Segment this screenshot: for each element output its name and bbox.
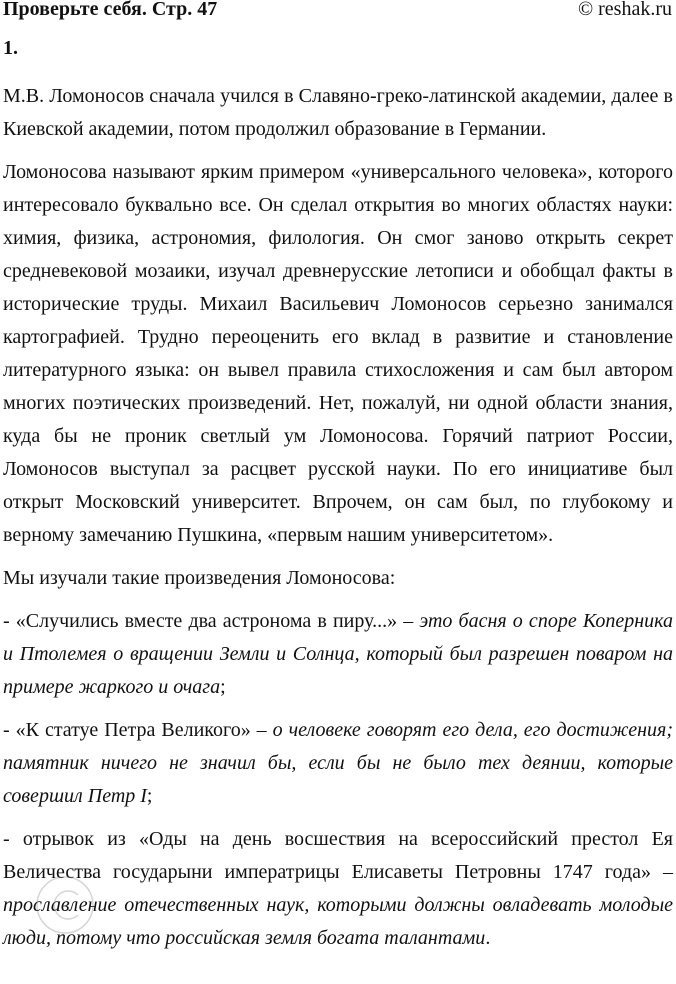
text: ;	[220, 676, 226, 698]
text: - отрывок из «Оды на день восшествия на всероссийский престол Ея Величества государыни императрицы Елисаветы Петровны 1747 года» –	[3, 828, 673, 883]
italic-text: прославление отечественных наук, которыми должны овладевать молодые люди, потому что российская земля богата талантами	[3, 894, 673, 949]
paragraph	[3, 605, 673, 704]
paragraph	[3, 156, 673, 552]
paragraph	[3, 823, 673, 955]
page-header	[3, 0, 672, 26]
text: - «К статуе Петра Великого» –	[3, 719, 273, 741]
text: Мы изучали такие произведения Ломоносова:	[3, 567, 396, 589]
text: - «Случились вместе два астронома в пиру...» –	[3, 610, 420, 632]
text: .	[485, 927, 491, 949]
italic-text: о человеке говорят его дела, его достижения; памятник ничего не значил бы, если бы не было тех деянии, которые совершил Петр I	[3, 719, 673, 807]
paragraph	[3, 80, 673, 146]
answer-text	[3, 80, 673, 965]
page-title: Проверьте себя. Стр. 47	[3, 0, 218, 20]
site-brand: © reshak.ru	[577, 0, 672, 20]
text: ;	[146, 785, 153, 807]
text: Ломоносова называют ярким примером «универсального человека», которого интересовало буквально все. Он сделал открытия во многих областях науки: химия, физика, астрономия, филология. Он смог заново открыть секрет средневековой мозаики, изучал древнерусские летописи и обобщал факты в исторические труды. Михаил Васильевич Ломоносов серьезно занимался картографией. Трудно переоценить его вклад в развитие и становление литературного языка: он вывел правила стихосложения и сам был автором многих поэтических произведений. Нет, пожалуй, ни одной области знания, куда бы не проник светлый ум Ломоносова. Горячий патриот России, Ломоносов выступал за расцвет русской науки. По его инициативе был открыт Московский университет. Впрочем, он сам был, по глубокому и верному замечанию Пушкина, «первым нашим университетом».	[3, 161, 673, 546]
italic-text: это басня о споре Коперника и Птолемея о вращении Земли и Солнца, который был разрешен поваром на примере жаркого и очага	[3, 610, 673, 698]
paragraph	[3, 562, 673, 595]
task-number: 1.	[3, 37, 18, 59]
text: М.В. Ломоносов сначала учился в Славяно-греко-латинской академии, далее в Киевской академии, потом продолжил образование в Германии.	[3, 85, 673, 140]
paragraph	[3, 714, 673, 813]
